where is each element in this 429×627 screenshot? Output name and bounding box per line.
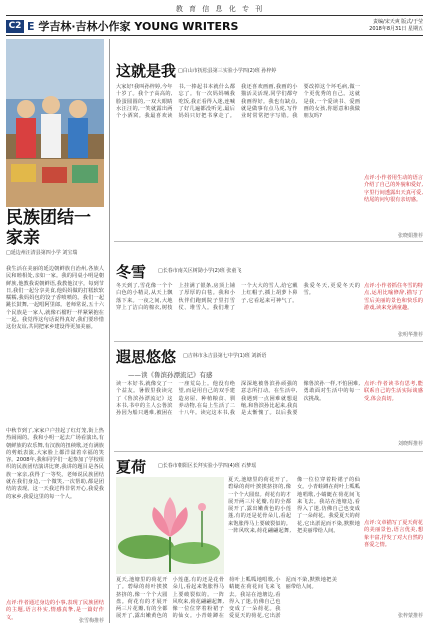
article4-teacher: 张梓蒙推荐 [397, 613, 423, 619]
date-line: 2018年8月31日 星期五 [369, 26, 423, 32]
article2-body: 冬天到了,雪花像一个个白色的小精灵,从天上飘落下来。一夜之间,大地穿上了洁白的棉衣,树枝上挂满了银条,房顶上铺了厚厚的白毯。我和小伙伴们跑到院子里打雪仗、堆雪人。我们堆了一个大大的雪人,给它戴上红帽子,插上胡萝卜鼻子,它看起来可神气了。我爱冬天,更爱冬天的雪。 [116, 283, 360, 311]
editor-line: 责编/宋天爽 版式/于莹 [373, 19, 423, 25]
column-divider [109, 39, 110, 623]
masthead-rule [6, 15, 423, 16]
article4-teacher-comment: 点评:文章描写了夏天荷花的美丽景色,语言优美,想象丰富,抒发了对大自然的喜爱之情。 [364, 520, 423, 548]
article3-teacher-comment: 点评:作者读书有思考,能联系自己的生活实际谈感受,体会真切。 [364, 381, 423, 402]
page-code: C2 [6, 20, 24, 33]
article2-title: 冬雪 [116, 263, 147, 281]
article4-body: 夏天,池塘里的荷花开了。碧绿的荷叶挨挨挤挤的,像一个个大圆盘。荷花有的才展开两三片花瓣,有的全都展开了,露出嫩黄色的小莲蓬,有的还是花骨朵儿,看起来饱胀得马上要破裂似的。一阵风吹来,荷花翩翩起舞,像一位位穿着粉裙子的仙女。小青蛙蹲在荷叶上呱呱地唱歌,小蜻蜓在荷花间飞来飞去。我站在池塘边,看得入了迷,仿佛自己也变成了一朵荷花。我爱夏天的荷花,它出淤泥而不染,默默地把美丽带给人间。 [228, 477, 360, 535]
article1-title: 这就是我 [116, 62, 177, 80]
article4-title: 夏荷 [116, 458, 147, 476]
article1-byline: □白山市抚松县第三实验小学四(2)班 孙梓婷 [178, 68, 277, 74]
feature-body-col1: 我生活在美丽的延边朝鲜族自治州,各族人民和睦相处,亲如一家。我的同桌小明是朝鲜族,他教我说朝鲜语,我教他汉字。每到节日,我们一起分享美食,他妈妈做的打糕软软糯糯,我妈妈包的饺子香喷喷的。我们一起跳长鼓舞,一起唱阿里郎。老师常说,五十六个民族是一家人,就像石榴籽一样紧紧抱在一起。我觉得这句话说得真好,我们要珍惜这份友谊,共同把家乡建设得更加美丽。 [6, 266, 104, 331]
section-letter: E [27, 20, 35, 33]
feature-photo [6, 39, 104, 207]
separator [114, 341, 423, 342]
article3-subtitle: ——读《鲁滨孙漂流记》有感 [128, 371, 213, 379]
article3-byline: □吉林市永吉县第七中学(1)班 刘新语 [183, 353, 267, 359]
masthead-top-center: 教 育 信 息 化 专 刊 [175, 5, 265, 13]
lotus-illustration [116, 477, 224, 574]
feature-teacher: 张雪梅推荐 [78, 618, 104, 624]
article3-title: 遐思悠悠 [116, 348, 177, 366]
article2-teacher-comment: 点评:小作者抓住冬雪的特点,运用比喻修辞,描写了雪后美丽的景色和快乐的游戏,读来充满童趣。 [364, 283, 423, 311]
section-title: 学吉林·吉林小作家 YOUNG WRITERS [38, 20, 239, 33]
section-heading [27, 20, 238, 33]
feature-byline: □延边州汪清县第四小学 刘宝瑞 [6, 250, 78, 256]
article1-teacher: 张晓娟推荐 [397, 233, 423, 239]
masthead-rule-bottom [6, 35, 423, 36]
article3-body: 读一本好书,就像交了一个益友。暑假里我读完了《鲁滨孙漂流记》这本书,书中的主人公鲁滨孙因为船只遇难,被困在一座荒岛上。他没有绝望,而是用自己的双手建造房屋、种植粮食、驯养动物,在岛上生活了二十八年。读完这本书,我深深地被鲁滨孙顽强的意志所打动。在生活中,我遇到一点困难就想退缩,和鲁滨孙比起来,我真是太惭愧了。以后我要像鲁滨孙一样,不怕困难,勇敢面对生活中的每一次挑战。 [116, 381, 360, 417]
feature-body-col2: 中秋节到了,家家户户挂起了红灯笼,街上热热闹闹的。我和小明一起去广场看演出,有朝鲜族的农乐舞,有汉族的扭秧歌,还有满族的剪纸表演,大家脸上都洋溢着幸福的笑容。2008年,我和同学们一起参加了学校组织的民族团结演讲比赛,我讲的题目是各民族一家亲,获得了一等奖。老师说民族团结就在我们身边,一个微笑,一次帮助,都是团结的表现。这一天我过得非常开心,我爱我的家乡,我爱这里的每一个人。 [6, 428, 104, 500]
article2-teacher: 张明华推荐 [397, 332, 423, 338]
article4-byline: □长春市朝阳区长拜实验小学四(4)班 石梦瑶 [158, 463, 257, 469]
article3-teacher: 刘晓辉推荐 [397, 441, 423, 447]
feature-teacher-comment: 点评:作者通过身边的小事,表现了民族团结的主题,语言朴实,情感真挚,是一篇好作文。 [6, 600, 104, 621]
article1-body: 大家好!我叫孙梓婷,今年十岁了。我个子高高的,脸蛋圆圆的,一双大眼睛水汪汪的,一笑就露出两个小酒窝。我最喜欢读书,一捧起书本就什么都忘了。有一次妈妈喊我吃饭,我正看得入迷,连喊了好几遍都没听见,最后妈妈只好把书拿走了。我还喜欢画画,我画的小猫活灵活现,同学们都夸我画得好。我也有缺点,就是做事有点马虎,写作业时常常把字写错。我要改掉这个坏毛病,做一个更优秀的自己。这就是我,一个爱读书、爱画画的女孩,你愿意和我做朋友吗? [116, 84, 360, 120]
article1-teacher-comment: 点评:小作者用生动的语言介绍了自己的外貌和爱好,字里行间透露出天真可爱,结尾的问句很有亲切感。 [364, 175, 423, 203]
separator [114, 241, 423, 242]
article4-body-lead: 夏天,池塘里的荷花开了。碧绿的荷叶挨挨挤挤的,像一个个大圆盘。荷花有的才展开两三片花瓣,有的全都展开了,露出嫩黄色的小莲蓬,有的还是花骨朵儿,看起来饱胀得马上要破裂似的。一阵风吹来,荷花翩翩起舞,像一位位穿着粉裙子的仙女。小青蛙蹲在荷叶上呱呱地唱歌,小蜻蜓在荷花间飞来飞去。我站在池塘边,看得入了迷,仿佛自己也变成了一朵荷花。我爱夏天的荷花,它出淤泥而不染,默默地把美丽带给人间。 [116, 577, 337, 620]
separator [114, 451, 423, 452]
feature-title: 民族团结一家亲 [6, 208, 91, 248]
article2-byline: □长春市南关区树勋小学(2)班 张童飞 [158, 268, 242, 274]
